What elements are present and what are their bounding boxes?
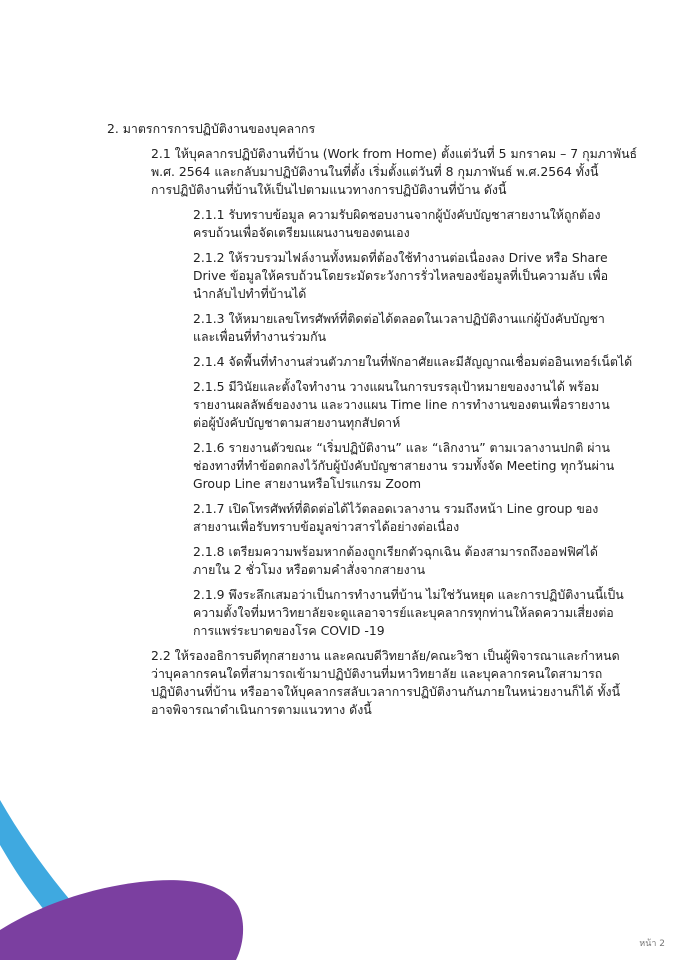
item-2-1-5-line-3: ต่อผู้บังคับบัญชาตามสายงานทุกสัปดาห์	[193, 415, 401, 430]
item-2-1-9-line-2: ความตั้งใจที่มหาวิทยาลัยจะดูแลอาจารย์และบุคลากรทุกท่านให้ลดความเสี่ยงต่อ	[193, 605, 614, 620]
item-2-1-3-line-1: 2.1.3 ให้หมายเลขโทรศัพท์ที่ติดต่อได้ตลอดในเวลาปฏิบัติงานแก่ผู้บังคับบัญชา	[193, 311, 605, 326]
item-2-1-2-line-2: Drive ข้อมูลให้ครบถ้วนโดยระมัดระวังการรั่วไหลของข้อมูลที่เป็นความลับ เพื่อ	[193, 268, 609, 283]
item-2-1-4-line-1: 2.1.4 จัดพื้นที่ทำงานส่วนตัวภายในที่พักอาศัยและมีสัญญาณเชื่อมต่ออินเทอร์เน็ตได้	[193, 354, 633, 369]
item-2-1-5-line-2: รายงานผลลัพธ์ของงาน และวางแผน Time line การทำงานของตนเพื่อรายงาน	[193, 397, 610, 412]
item-2-1-1-line-2: ครบถ้วนเพื่อจัดเตรียมแผนงานของตนเอง	[193, 225, 410, 240]
item-2-1-9-line-3: การแพร่ระบาดของโรค COVID -19	[193, 623, 385, 638]
item-2-1-line-3: การปฏิบัติงานที่บ้านให้เป็นไปตามแนวทางการปฏิบัติงานที่บ้าน ดังนี้	[151, 182, 507, 197]
item-2-1-line-1: 2.1 ให้บุคลากรปฏิบัติงานที่บ้าน (Work from Home) ตั้งแต่วันที่ 5 มกราคม – 7 กุมภาพันธ์	[151, 146, 638, 161]
item-2-1-9-line-1: 2.1.9 พึงระลึกเสมอว่าเป็นการทำงานที่บ้าน ไม่ใช่วันหยุด และการปฏิบัติงานนี้เป็น	[193, 587, 624, 602]
item-2-1-8-line-2: ภายใน 2 ชั่วโมง หรือตามคำสั่งจากสายงาน	[193, 562, 426, 577]
section-heading: 2. มาตรการการปฏิบัติงานของบุคลากร	[107, 121, 316, 136]
item-2-1-3-line-2: และเพื่อนที่ทำงานร่วมกัน	[193, 329, 327, 344]
item-2-1-8-line-1: 2.1.8 เตรียมความพร้อมหากต้องถูกเรียกตัวฉุกเฉิน ต้องสามารถถึงออฟฟิศได้	[193, 544, 598, 559]
item-2-1-6-line-1: 2.1.6 รายงานตัวขณะ “เริ่มปฏิบัติงาน” และ “เลิกงาน” ตามเวลางานปกติ ผ่าน	[193, 440, 610, 455]
item-2-1-line-2: พ.ศ. 2564 และกลับมาปฏิบัติงานในที่ตั้ง เริ่มตั้งแต่วันที่ 8 กุมภาพันธ์ พ.ศ.2564 ทั้งนี้	[151, 164, 599, 179]
item-2-1-7-line-2: สายงานเพื่อรับทราบข้อมูลข่าวสารได้อย่างต่อเนื่อง	[193, 519, 460, 534]
item-2-2-line-4: อาจพิจารณาดำเนินการตามแนวทาง ดังนี้	[151, 702, 372, 717]
item-2-1-6-line-3: Group Line สายงานหรือโปรแกรม Zoom	[193, 476, 422, 491]
item-2-1-1-line-1: 2.1.1 รับทราบข้อมูล ความรับผิดชอบงานจากผู้บังคับบัญชาสายงานให้ถูกต้อง	[193, 207, 601, 222]
page-number: หน้า 2	[639, 939, 665, 949]
item-2-1-5-line-1: 2.1.5 มีวินัยและตั้งใจทำงาน วางแผนในการบรรลุเป้าหมายของงานได้ พร้อม	[193, 379, 600, 394]
item-2-1-2-line-1: 2.1.2 ให้รวบรวมไฟล์งานทั้งหมดที่ต้องใช้ทำงานต่อเนื่องลง Drive หรือ Share	[193, 250, 608, 265]
item-2-2-line-2: ว่าบุคลากรคนใดที่สามารถเข้ามาปฏิบัติงานที่มหาวิทยาลัย และบุคลากรคนใดสามารถ	[151, 666, 603, 681]
item-2-1-2-line-3: นำกลับไปทำที่บ้านได้	[193, 286, 307, 301]
item-2-2-line-3: ปฏิบัติงานที่บ้าน หรืออาจให้บุคลากรสลับเวลาการปฏิบัติงานกันภายในหน่วยงานก็ได้ ทั้งนี้	[151, 684, 621, 699]
item-2-2-line-1: 2.2 ให้รองอธิการบดีทุกสายงาน และคณบดีวิทยาลัย/คณะวิชา เป็นผู้พิจารณาและกำหนด	[151, 648, 620, 663]
item-2-1-7-line-1: 2.1.7 เปิดโทรศัพท์ที่ติดต่อได้ไว้ตลอดเวลางาน รวมถึงหน้า Line group ของ	[193, 501, 599, 516]
item-2-1-6-line-2: ช่องทางที่ทำข้อตกลงไว้กับผู้บังคับบัญชาสายงาน รวมทั้งจัด Meeting ทุกวันผ่าน	[193, 458, 615, 473]
